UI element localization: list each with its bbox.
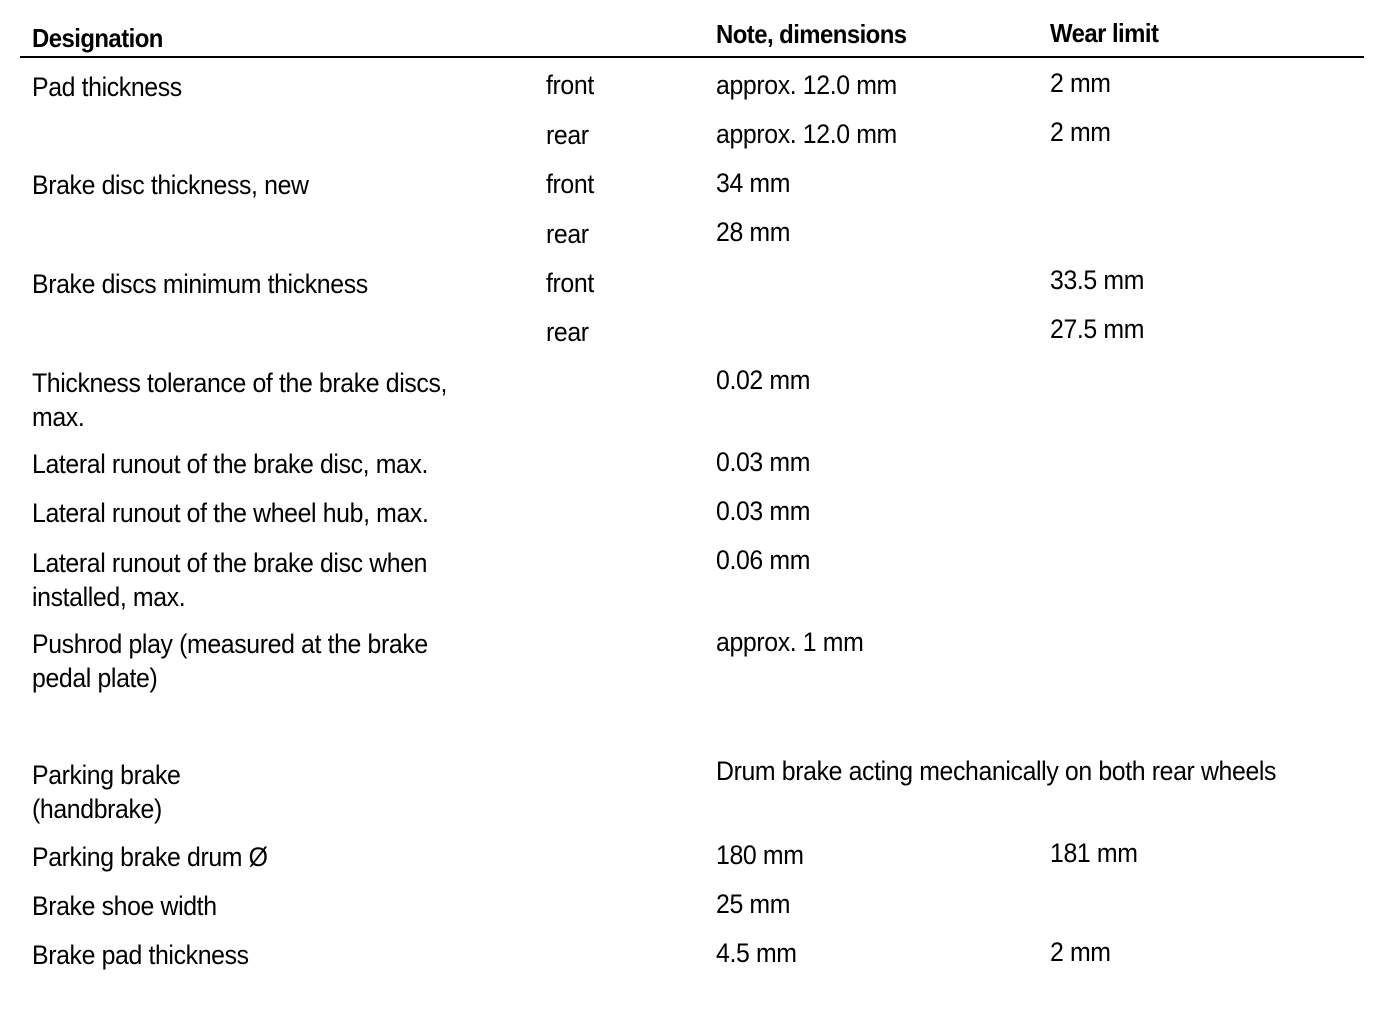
row-note: 0.03 mm <box>716 496 811 526</box>
row-wear-limit: 2 mm <box>1050 937 1111 967</box>
row-designation: Brake disc thickness, new <box>32 170 309 200</box>
row-wear-limit: 33.5 mm <box>1050 265 1145 295</box>
row-designation-continued: installed, max. <box>32 582 186 612</box>
row-note: 25 mm <box>716 889 791 919</box>
row-designation: Brake discs minimum thickness <box>32 269 368 299</box>
row-note: 28 mm <box>716 217 791 247</box>
row-note: 180 mm <box>716 840 804 870</box>
row-note: approx. 12.0 mm <box>716 70 897 100</box>
row-note: 0.02 mm <box>716 365 811 395</box>
row-note: approx. 12.0 mm <box>716 119 897 149</box>
header-rule <box>20 56 1364 58</box>
row-designation-continued: pedal plate) <box>32 663 158 693</box>
row-wear-limit: 2 mm <box>1050 68 1111 98</box>
row-designation: Brake pad thickness <box>32 940 249 970</box>
header-wear-limit: Wear limit <box>1050 18 1159 48</box>
row-position: rear <box>546 120 589 150</box>
row-note: 0.03 mm <box>716 447 811 477</box>
row-note: 34 mm <box>716 168 791 198</box>
row-position: front <box>546 70 594 100</box>
row-designation: Lateral runout of the wheel hub, max. <box>32 498 429 528</box>
row-designation: Brake shoe width <box>32 891 217 921</box>
row-designation: Pushrod play (measured at the brake <box>32 629 428 659</box>
row-wear-limit: 2 mm <box>1050 117 1111 147</box>
row-position: rear <box>546 317 589 347</box>
row-note: approx. 1 mm <box>716 627 864 657</box>
row-note: 0.06 mm <box>716 545 811 575</box>
row-designation: Thickness tolerance of the brake discs, <box>32 368 448 398</box>
row-designation-continued: max. <box>32 402 85 432</box>
row-wear-limit: 27.5 mm <box>1050 314 1145 344</box>
row-note: 4.5 mm <box>716 938 797 968</box>
row-note: Drum brake acting mechanically on both rear wheels <box>716 756 1277 786</box>
header-designation: Designation <box>32 23 163 53</box>
row-wear-limit: 181 mm <box>1050 838 1138 868</box>
row-position: rear <box>546 219 589 249</box>
row-designation-continued: (handbrake) <box>32 794 162 824</box>
row-designation: Lateral runout of the brake disc when <box>32 548 428 578</box>
header-note-dimensions: Note, dimensions <box>716 19 907 49</box>
row-designation: Parking brake <box>32 760 181 790</box>
row-designation: Pad thickness <box>32 72 182 102</box>
row-designation: Parking brake drum Ø <box>32 842 268 872</box>
row-position: front <box>546 169 594 199</box>
row-position: front <box>546 268 594 298</box>
row-designation: Lateral runout of the brake disc, max. <box>32 449 429 479</box>
